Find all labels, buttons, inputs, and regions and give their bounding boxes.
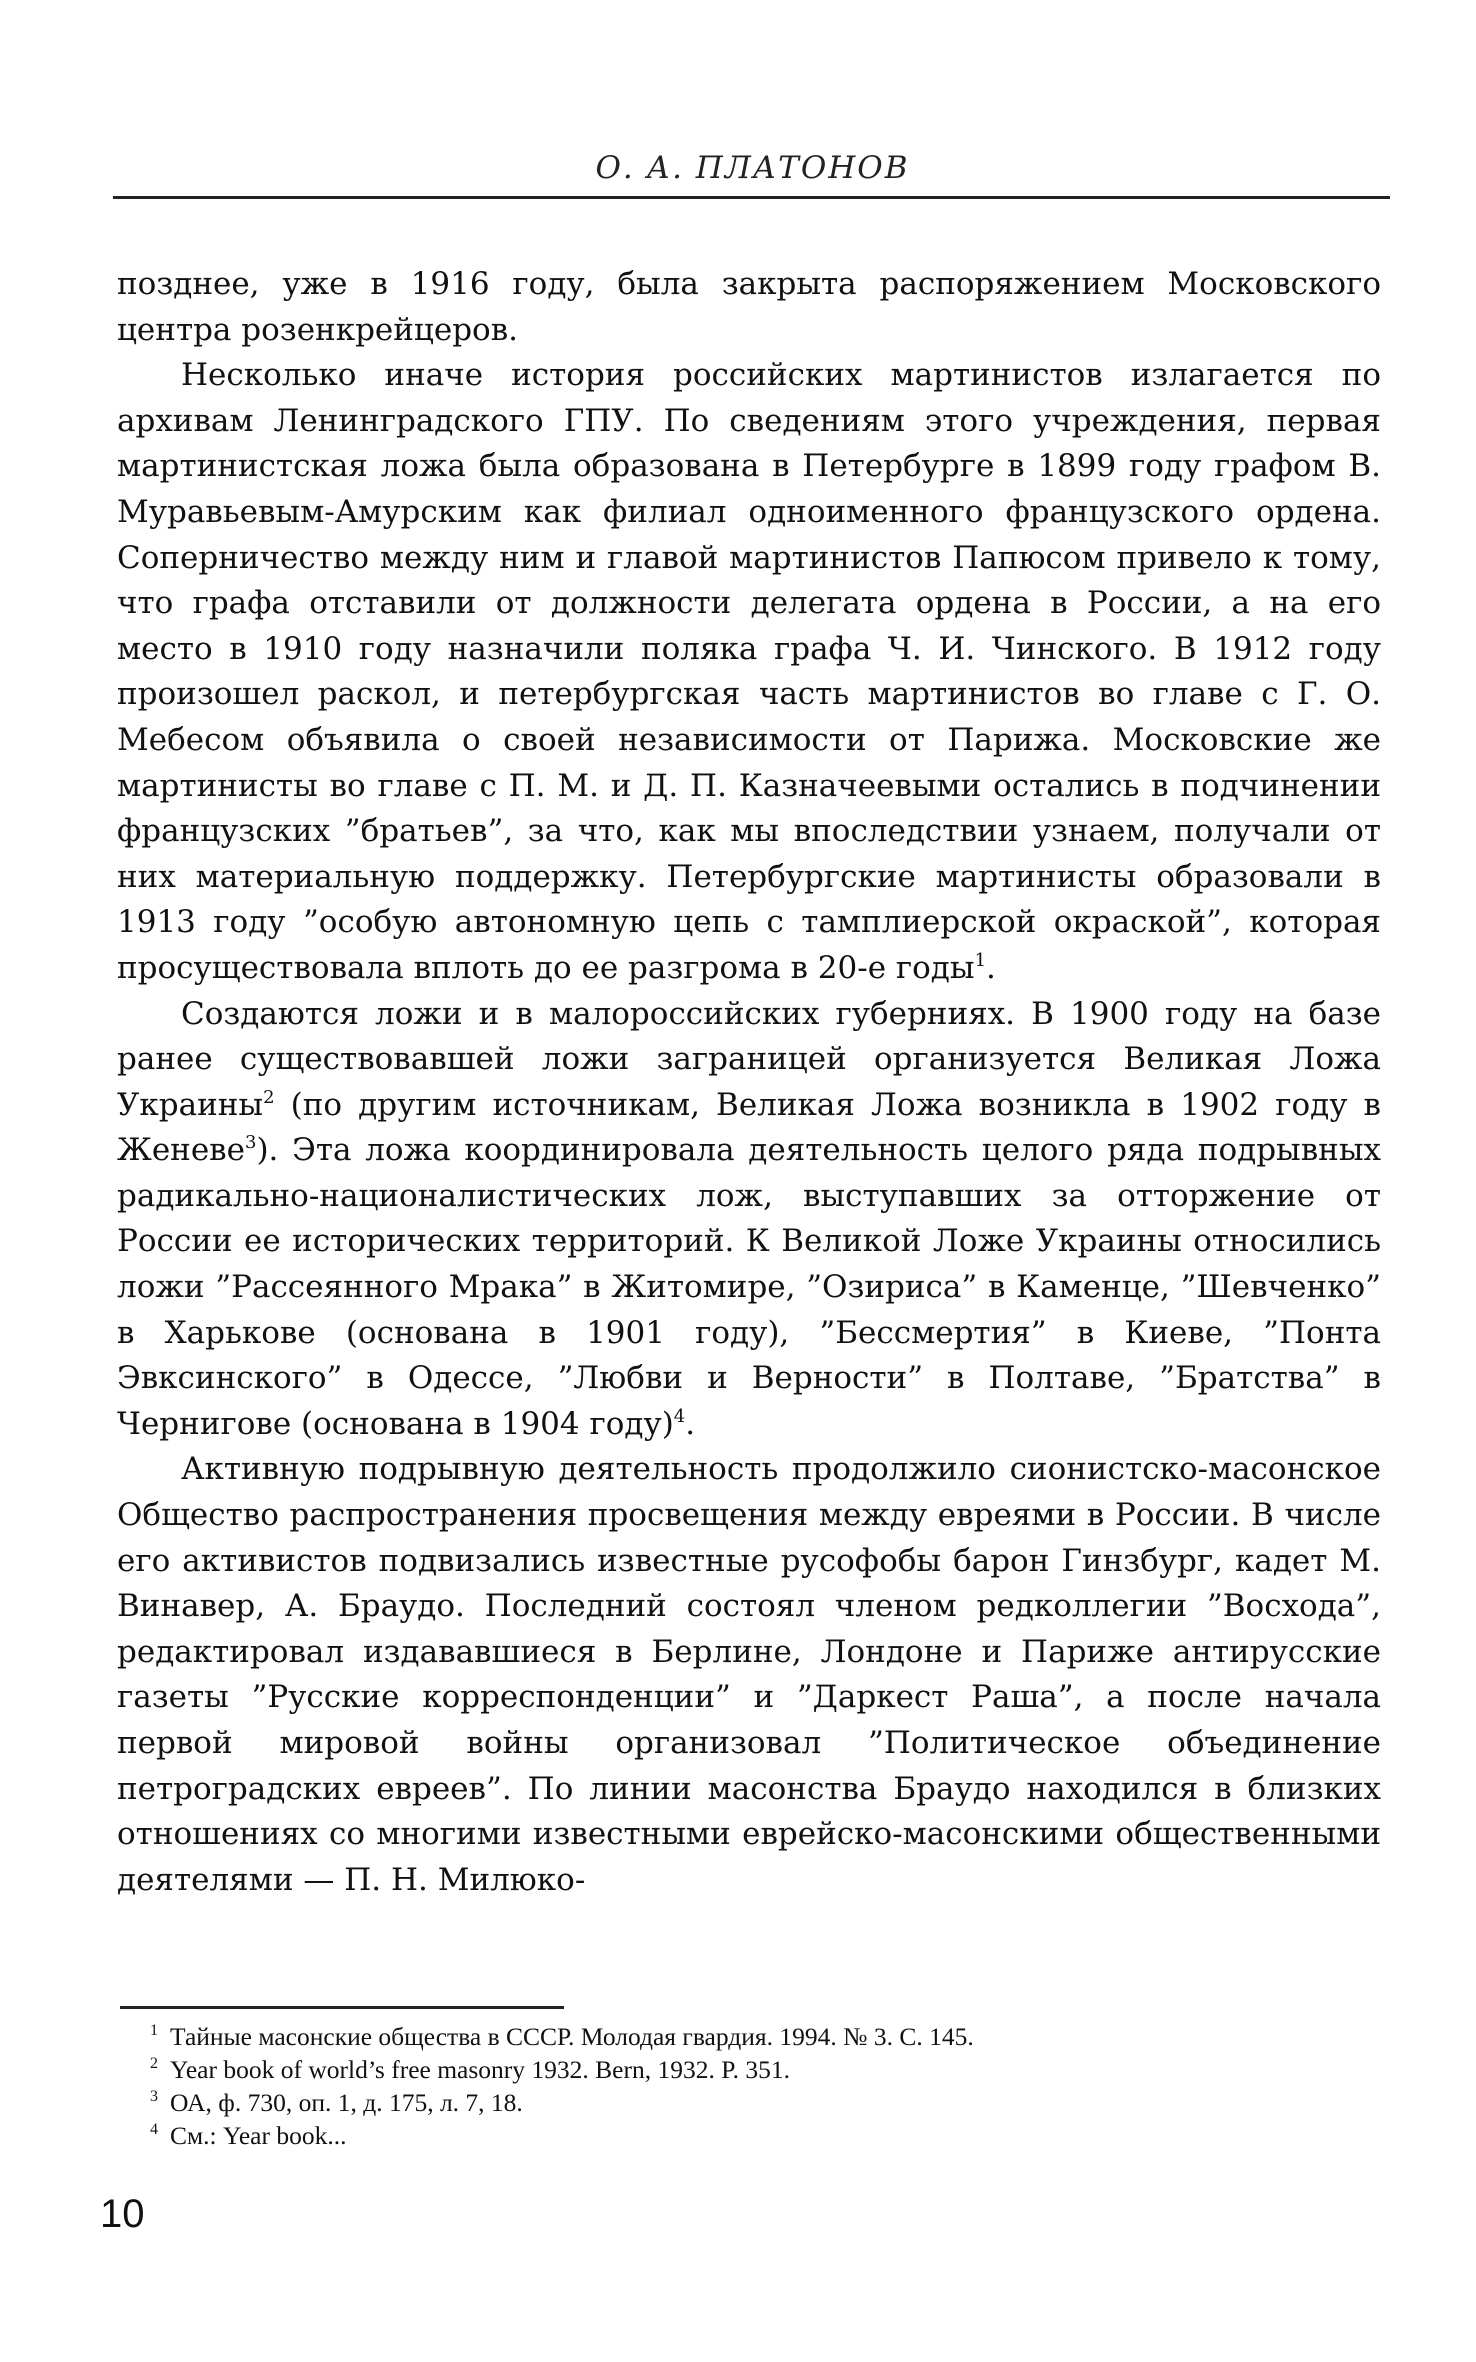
footnote-rule [120, 2006, 564, 2009]
paragraph-3-end: . [685, 1405, 696, 1442]
footnote-1 [150, 2020, 1380, 2053]
paragraph-3 [117, 992, 1381, 1448]
footnotes [150, 2020, 1380, 2152]
footnote-4 [150, 2119, 1380, 2152]
footnote-number: 2 [150, 2055, 158, 2072]
footnote-number: 1 [150, 2022, 158, 2039]
header-rule [113, 196, 1390, 199]
paragraph-1: позднее, уже в 1916 году, была закрыта распоряжением Московского центра розенкрейцеров. [117, 266, 1381, 348]
footnote-ref-3[interactable]: 3 [244, 1132, 257, 1154]
footnote-2 [150, 2053, 1380, 2086]
footnote-text: См.: Year book... [170, 2121, 347, 2150]
paragraph-2: Несколько иначе история российских мартинистов излагается по архивам Ленинградского ГПУ. По сведениям этого учреждения, первая мартинистская ложа была образована в Петербурге в 1899 году графом В. Муравьевым-Амурским как филиал одноименного французского ордена. Соперничество между ним и главой мартинистов Папюсом привело к тому, что графа отставили от должности делегата ордена в России, а на его место в 1910 году назначили поляка графа Ч. И. Чинского. В 1912 году произошел раскол, и петербургская часть мартинистов во главе с Г. О. Мебесом объявила о своей независимости от Парижа. Московские же мартинисты во главе с П. М. и Д. П. Казначеевыми остались в подчинении французских ”братьев”, за что, как мы впоследствии узнаем, получали от них материальную поддержку. Петербургские мартинисты образовали в 1913 году ”особую автономную цепь с тамплиерской окраской”, которая просуществовала вплоть до ее разгрома в 20-е годы$^1$. [117, 357, 1381, 986]
footnote-ref-1[interactable]: 1 [974, 949, 987, 971]
footnote-3 [150, 2086, 1380, 2119]
paragraph-2-text: Несколько иначе история российских мартинистов излагается по архивам Ленинградского ГПУ. По сведениям этого учреждения, первая мартинистская ложа была образована в Петербурге в 1899 году графом В. Муравьевым-Амурским как филиал одноименного французского ордена. Соперничество между ним и главой мартинистов Папюсом привело к тому, что графа отставили от должности делегата ордена в России, а на его место в 1910 году назначили поляка графа Ч. И. Чинского. В 1912 году произошел раскол, и петербургская часть мартинистов во главе с Г. О. Мебесом объявила о своей независимости от Парижа. Московские же мартинисты во главе с П. М. и Д. П. Казначеевыми остались в подчинении французских ”братьев”, за что, как мы впоследствии узнаем, получали от них материальную поддержку. Петербургские мартинисты образовали в 1913 году ”особую автономную цепь с тамплиерской окраской”, которая просуществовала вплоть до ее разгрома в 20-е годы [117, 357, 1381, 986]
paragraph-3-text-c: ). Эта ложа координировала деятельность целого ряда подрывных радикально-националистических лож, выступавших за отторжение от России ее исторических территорий. К Великой Ложе Украины относились ложи ”Рассеянного Мрака” в Житомире, ”Озириса” в Каменце, ”Шевченко” в Харькове (основана в 1901 году), ”Бессмертия” в Киеве, ”Понта Эвксинского” в Одессе, ”Любви и Верности” в Полтаве, ”Братства” в Чернигове (основана в 1904 году) [117, 1132, 1381, 1442]
paragraph-4: Активную подрывную деятельность продолжило сионистско-масонское Общество распространения просвещения между евреями в России. В числе его активистов подвизались известные русофобы барон Гинзбург, кадет М. Винавер, А. Браудо. Последний состоял членом редколлегии ”Восхода”, редактировал издававшиеся в Берлине, Лондоне и Париже антирусские газеты ”Русские корреспонденции” и ”Даркест Раша”, а после начала первой мировой войны организовал ”Политическое объединение петроградских евреев”. По линии масонства Браудо находился в близких отношениях со многими известными еврейско-масонскими общественными деятелями — П. Н. Милюко- [117, 1451, 1381, 1898]
running-header: О. А. ПЛАТОНОВ [595, 150, 910, 186]
paragraph-3-text-a: Создаются ложи и в малороссийских губерниях. В 1900 году на базе ранее существовавшей ложи заграницей организуется Великая Ложа Украины [117, 995, 1381, 1123]
footnote-ref-2[interactable]: 2 [263, 1086, 275, 1108]
page-number: 10 [100, 2192, 145, 2236]
footnote-text: Year book of world’s free masonry 1932. Bern, 1932. P. 351. [170, 2055, 790, 2084]
footnote-ref-4[interactable]: 4 [673, 1405, 686, 1427]
footnote-number: 4 [150, 2121, 158, 2138]
footnote-text: Тайные масонские общества в СССР. Молодая гвардия. 1994. № 3. С. 145. [170, 2022, 974, 2051]
main-text [117, 262, 1381, 1903]
footnote-text: ОА, ф. 730, оп. 1, д. 175, л. 7, 18. [170, 2088, 523, 2117]
footnote-number: 3 [150, 2088, 158, 2105]
paragraph-3-text-b: (по другим источникам, Великая Ложа возникла в 1902 году в Женеве [117, 1086, 1381, 1169]
